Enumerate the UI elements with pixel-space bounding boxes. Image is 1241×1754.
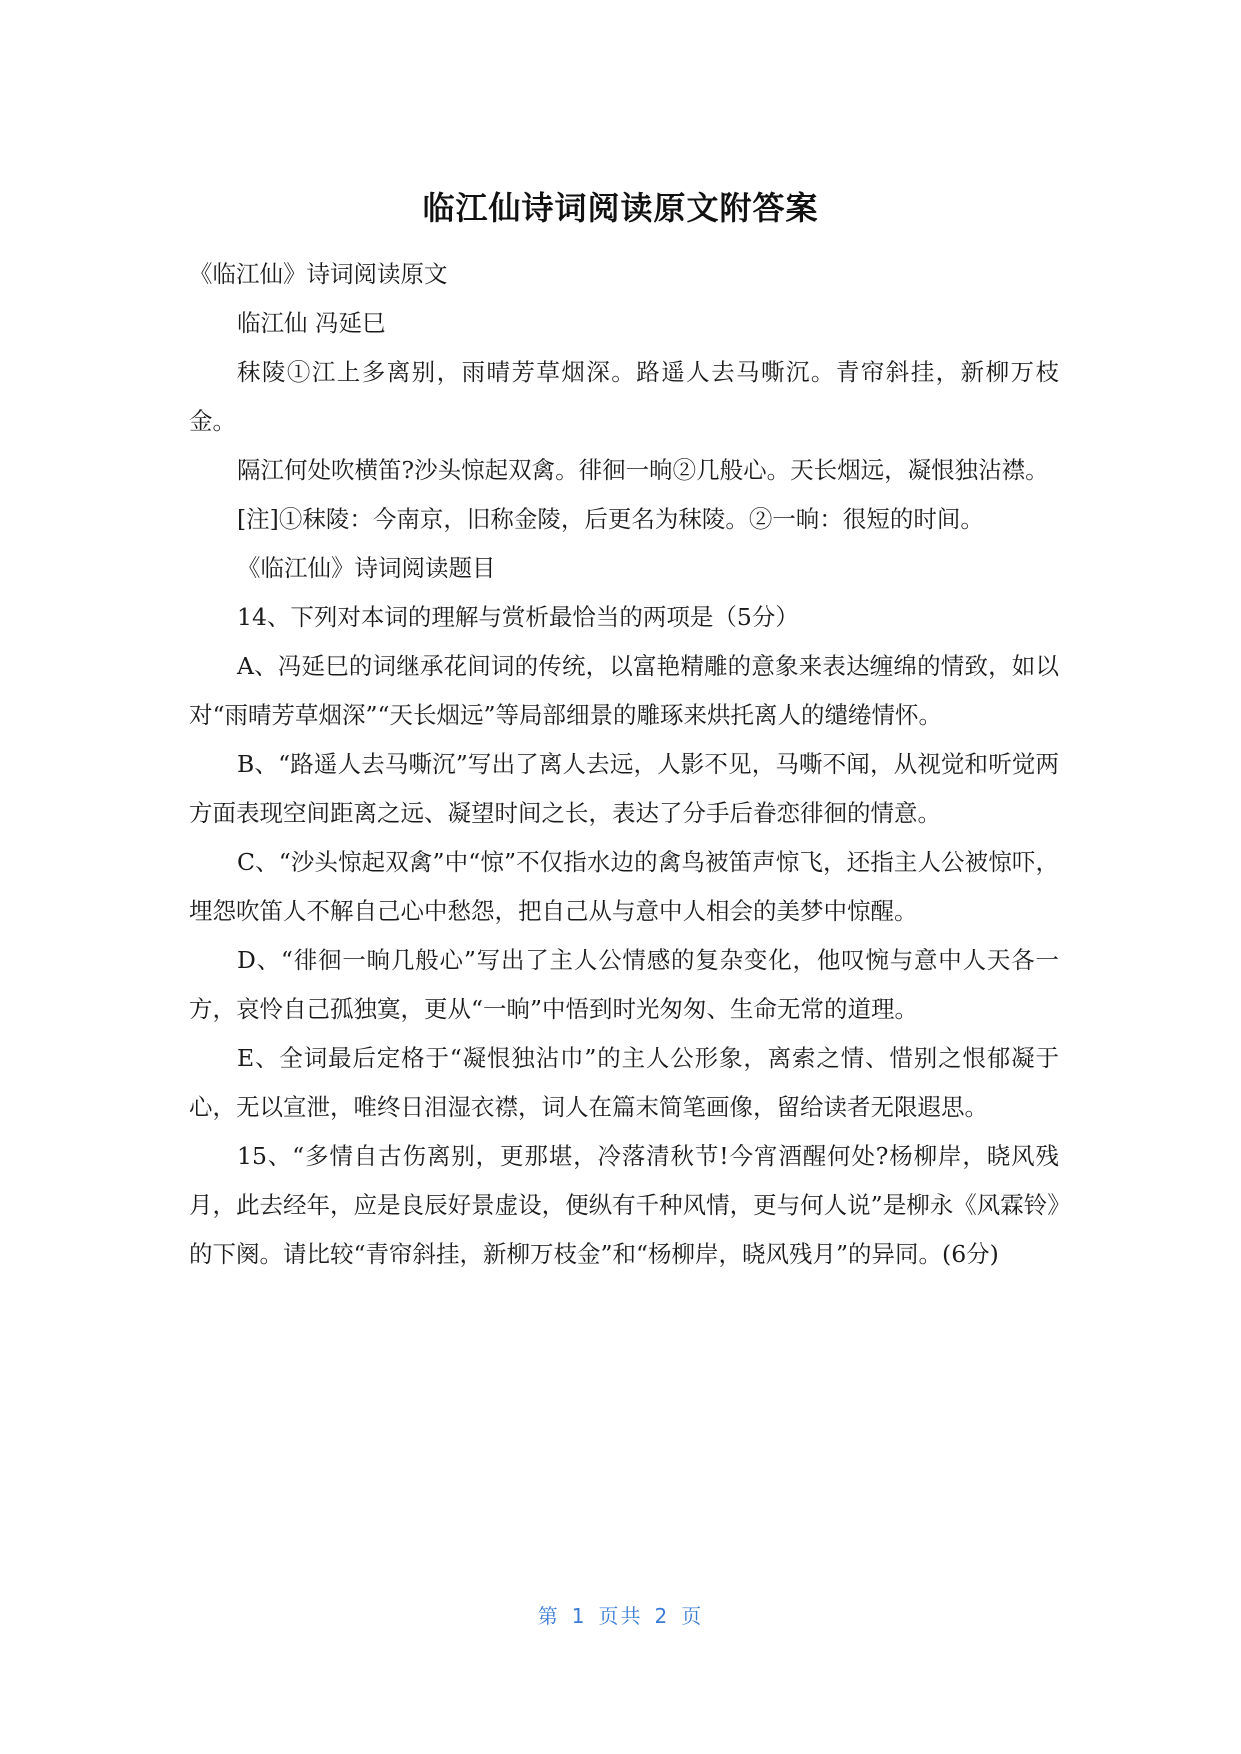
paragraph-poem-stanza-2: 隔江何处吹横笛?沙头惊起双禽。徘徊一晌②几般心。天长烟远，凝恨独沾襟。 <box>237 456 1049 484</box>
footer-prefix: 第 <box>537 1604 560 1628</box>
paragraph-option-a: A、冯延巳的词继承花间词的传统，以富艳精雕的意象来表达缠绵的情致，如以对“雨晴芳草烟深”“天长烟远”等局部细景的雕琢来烘托离人的缱绻情怀。 <box>189 652 1059 729</box>
paragraph-option-e: E、全词最后定格于“凝恨独沾巾”的主人公形象，离索之情、惜别之恨郁凝于心，无以宣泄，唯终日泪湿衣襟，词人在篇末简笔画像，留给读者无限遐思。 <box>189 1044 1059 1121</box>
paragraph-question-14: 14、下列对本词的理解与赏析最恰当的两项是（5分） <box>237 603 799 631</box>
document-body <box>189 250 1059 1279</box>
paragraph-poem-title: 临江仙 冯延巳 <box>237 309 386 337</box>
paragraph-poem-stanza-1: 秣陵①江上多离别，雨晴芳草烟深。路遥人去马嘶沉。青帘斜挂，新柳万枝金。 <box>189 358 1059 435</box>
paragraph-section-heading: 《临江仙》诗词阅读原文 <box>189 260 448 288</box>
paragraph-option-c: C、“沙头惊起双禽”中“惊”不仅指水边的禽鸟被笛声惊飞，还指主人公被惊吓，埋怨吹笛人不解自己心中愁怨，把自己从与意中人相会的美梦中惊醒。 <box>189 848 1059 925</box>
footer-total-pages: 2 <box>654 1604 670 1628</box>
paragraph-note: [注]①秣陵：今南京，旧称金陵，后更名为秣陵。②一晌：很短的时间。 <box>237 505 984 533</box>
paragraph-option-d: D、“徘徊一晌几般心”写出了主人公情感的复杂变化，他叹惋与意中人天各一方，哀怜自己孤独寞，更从“一晌”中悟到时光匆匆、生命无常的道理。 <box>189 946 1059 1023</box>
paragraph-option-b: B、“路遥人去马嘶沉”写出了离人去远，人影不见，马嘶不闻，从视觉和听觉两方面表现空间距离之远、凝望时间之长，表达了分手后眷恋徘徊的情意。 <box>189 750 1059 827</box>
footer-suffix: 页 <box>681 1604 704 1628</box>
page-title: 临江仙诗词阅读原文附答案 <box>422 189 819 227</box>
paragraph-question-15: 15、“多情自古伤离别，更那堪，冷落清秋节!今宵酒醒何处?杨柳岸，晓风残月，此去经年，应是良辰好景虚设，便纵有千种风情，更与何人说”是柳永《风霖铃》的下阕。请比较“青帘斜挂，新柳万枝金”和“杨柳岸，晓风残月”的异同。(6分) <box>189 1142 1059 1268</box>
page-footer <box>0 1600 1241 1629</box>
footer-current-page: 1 <box>571 1604 587 1628</box>
paragraph-questions-heading: 《临江仙》诗词阅读题目 <box>237 554 496 582</box>
footer-middle: 页共 <box>598 1604 643 1628</box>
